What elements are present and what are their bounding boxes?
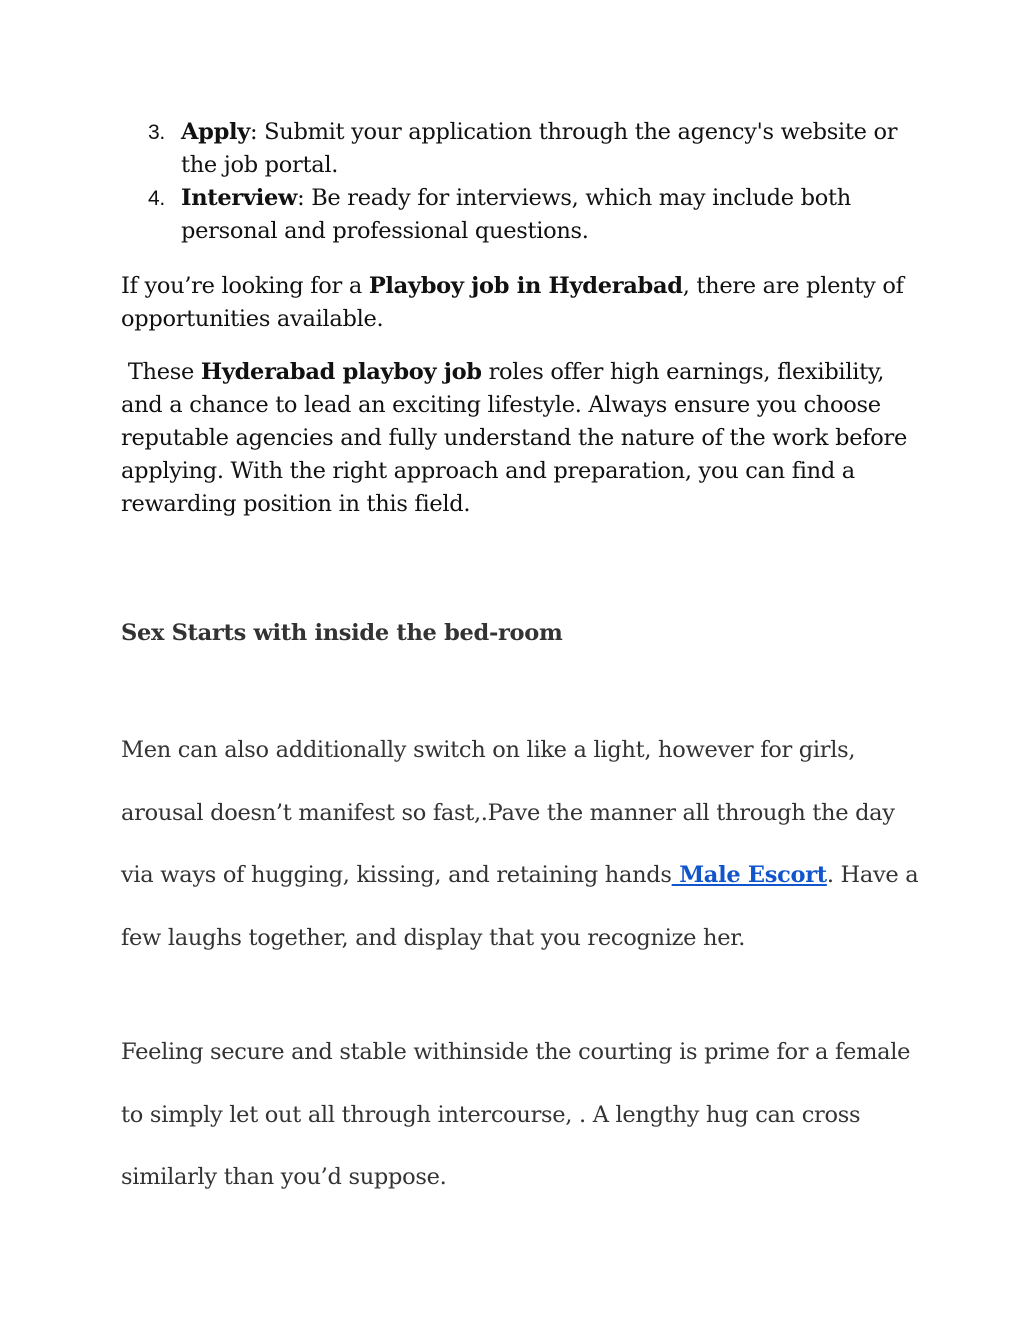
list-term: Interview [181, 185, 298, 211]
paragraph-1-text-before: Men can also additionally switch on like a light, however for girls, arousal doesn’t manifest so fast,.Pave the manner all through the day via ways of hugging, kissing, and retaining hands [121, 737, 895, 888]
list-item [148, 116, 908, 182]
body-paragraph-1 [121, 719, 921, 969]
numbered-list [148, 116, 908, 248]
list-text: : Submit your application through the agency's website or the job portal. [181, 119, 898, 178]
male-escort-link[interactable]: Male Escort [671, 862, 827, 888]
list-number: 3. [148, 121, 165, 144]
intro-text-before: If you’re looking for a [121, 273, 369, 299]
roles-bold: Hyderabad playboy job [200, 359, 482, 385]
list-number: 4. [148, 187, 165, 210]
intro-bold: Playboy job in Hyderabad [368, 273, 683, 299]
intro-paragraph [121, 270, 911, 336]
roles-text-after: roles offer high earnings, flexibility, and a chance to lead an exciting lifestyle. Always ensure you choose reputable agencies and fully understand the nature of the work before applying. With the right approach and preparation, you can find a rewarding position in this field. [121, 359, 907, 517]
list-term: Apply [181, 119, 251, 145]
paragraph-1-text-after: . Have a few laughs together, and display that you recognize her. [121, 862, 919, 951]
intro-text-after: , there are plenty of opportunities available. [121, 273, 904, 332]
roles-paragraph [121, 356, 911, 521]
body-paragraph-2: Feeling secure and stable withinside the courting is prime for a female to simply let out all through intercourse, . A lengthy hug can cross similarly than you’d suppose. [121, 1039, 911, 1190]
section-heading: Sex Starts with inside the bed-room [121, 620, 563, 646]
roles-text-before: These [121, 359, 201, 385]
list-item [148, 182, 908, 248]
list-text: : Be ready for interviews, which may include both personal and professional questions. [181, 185, 851, 244]
